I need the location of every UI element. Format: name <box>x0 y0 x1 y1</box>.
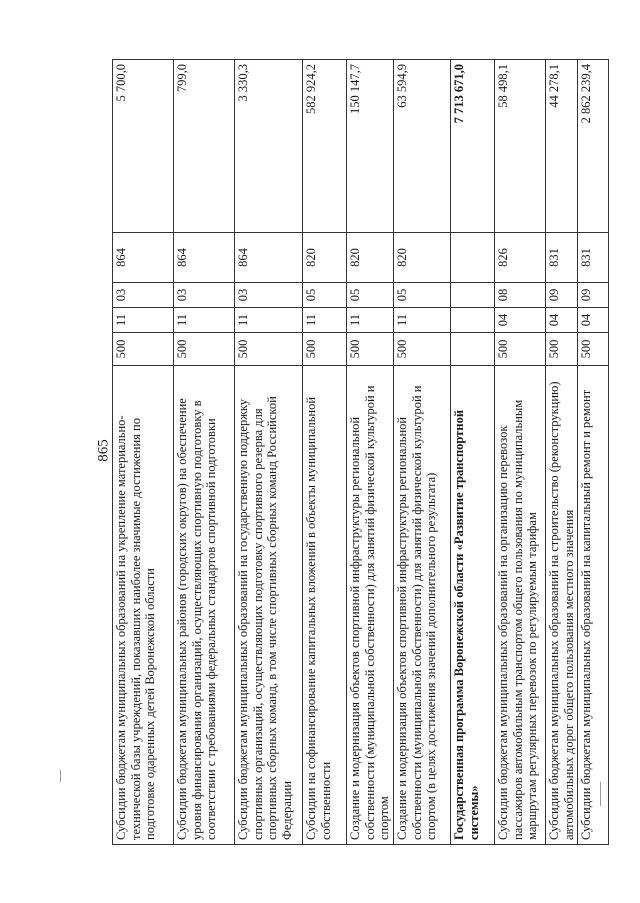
budget-table <box>112 59 609 845</box>
cell-subsection: 09 <box>546 283 578 308</box>
cell-expense-type: 864 <box>174 233 235 283</box>
table-row <box>235 60 303 845</box>
cell-section: 11 <box>394 308 451 333</box>
cell-name: Субсидии бюджетам муниципальных образований на укрепление материально-технической базы учреждений, показавших наиболее значимые достижения по подготовке одаренных детей Воронежской области <box>113 366 174 845</box>
cell-expense-type: 864 <box>235 233 303 283</box>
cell-admin-code: 500 <box>578 333 609 366</box>
cell-subsection: 09 <box>578 283 609 308</box>
cell-amount: 7 713 671,0 <box>451 60 495 233</box>
cell-subsection: 05 <box>347 283 394 308</box>
table-row <box>113 60 174 845</box>
table-row <box>303 60 347 845</box>
cell-admin-code: 500 <box>495 333 546 366</box>
cell-amount: 2 862 239,4 <box>578 60 609 233</box>
cell-name: Субсидии на софинансирование капитальных вложений в объекты муниципальной собственности <box>303 366 347 845</box>
table-row <box>495 60 546 845</box>
cell-amount: 58 498,1 <box>495 60 546 233</box>
cell-section: 04 <box>578 308 609 333</box>
cell-name: Субсидии бюджетам муниципальных районов (городских округов) на обеспечение уровня финансирования организаций, осуществляющих спортивную подготовку в соответствии с требованиями федеральных стандартов спортивной подготовки <box>174 366 235 845</box>
cell-admin-code: 500 <box>174 333 235 366</box>
margin-mark <box>60 770 61 782</box>
cell-amount: 63 594,9 <box>394 60 451 233</box>
cell-expense-type: 820 <box>303 233 347 283</box>
cell-admin-code: 500 <box>235 333 303 366</box>
cell-subsection: 08 <box>495 283 546 308</box>
table-row <box>347 60 394 845</box>
cell-subsection: 03 <box>235 283 303 308</box>
rotated-table-wrapper <box>112 60 607 845</box>
cell-section: 04 <box>546 308 578 333</box>
table-row <box>546 60 578 845</box>
cell-subsection: 05 <box>394 283 451 308</box>
table-row <box>394 60 451 845</box>
cell-section <box>451 308 495 333</box>
cell-subsection: 03 <box>113 283 174 308</box>
cell-expense-type: 820 <box>347 233 394 283</box>
cell-amount: 582 924,2 <box>303 60 347 233</box>
table-row <box>578 60 609 845</box>
cell-amount: 799,0 <box>174 60 235 233</box>
table-row <box>451 60 495 845</box>
cell-subsection <box>451 283 495 308</box>
cell-expense-type: 831 <box>546 233 578 283</box>
cell-admin-code: 500 <box>347 333 394 366</box>
cell-expense-type: 864 <box>113 233 174 283</box>
cell-section: 11 <box>303 308 347 333</box>
cell-section: 11 <box>235 308 303 333</box>
cell-expense-type: 826 <box>495 233 546 283</box>
cell-section: 11 <box>174 308 235 333</box>
cell-expense-type: 820 <box>394 233 451 283</box>
cell-admin-code: 500 <box>113 333 174 366</box>
cell-name: Создание и модернизация объектов спортивной инфраструктуры региональной собственности (муниципальной собственности) для занятий физической культурой и спортом <box>347 366 394 845</box>
cell-name: Субсидии бюджетам муниципальных образований на строительство (реконструкцию) автомобильных дорог общего пользования местного значения <box>546 366 578 845</box>
page-number: 865 <box>95 439 112 462</box>
cell-name: Субсидии бюджетам муниципальных образований на государственную поддержку спортивных организаций, осуществляющих подготовку спортивного резерва для спортивных сборных команд, в том числе спортивных сборных команд Российской Федерации <box>235 366 303 845</box>
cell-section: 11 <box>347 308 394 333</box>
cell-admin-code <box>451 333 495 366</box>
cell-name: Создание и модернизация объектов спортивной инфраструктуры региональной собственности (муниципальной собственности) для занятий физической культурой и спортом (в целях достижения значений дополнительного результата) <box>394 366 451 845</box>
cell-subsection: 05 <box>303 283 347 308</box>
cell-name: Государственная программа Воронежской области «Развитие транспортной системы» <box>451 366 495 845</box>
table-row <box>174 60 235 845</box>
cell-amount: 3 330,3 <box>235 60 303 233</box>
cell-section: 11 <box>113 308 174 333</box>
cell-name: Субсидии бюджетам муниципальных образований на капитальный ремонт и ремонт <box>578 366 609 845</box>
cell-admin-code: 500 <box>546 333 578 366</box>
cell-name: Субсидии бюджетам муниципальных образований на организацию перевозок пассажиров автомобильным транспортом общего пользования по муниципальным маршрутам регулярных перевозок по регулируемым тарифам <box>495 366 546 845</box>
cell-admin-code: 500 <box>303 333 347 366</box>
cell-admin-code: 500 <box>394 333 451 366</box>
cell-amount: 5 700,0 <box>113 60 174 233</box>
cell-amount: 150 147,7 <box>347 60 394 233</box>
cell-amount: 44 278,1 <box>546 60 578 233</box>
cell-section: 04 <box>495 308 546 333</box>
cell-subsection: 03 <box>174 283 235 308</box>
cell-expense-type <box>451 233 495 283</box>
cell-expense-type: 831 <box>578 233 609 283</box>
